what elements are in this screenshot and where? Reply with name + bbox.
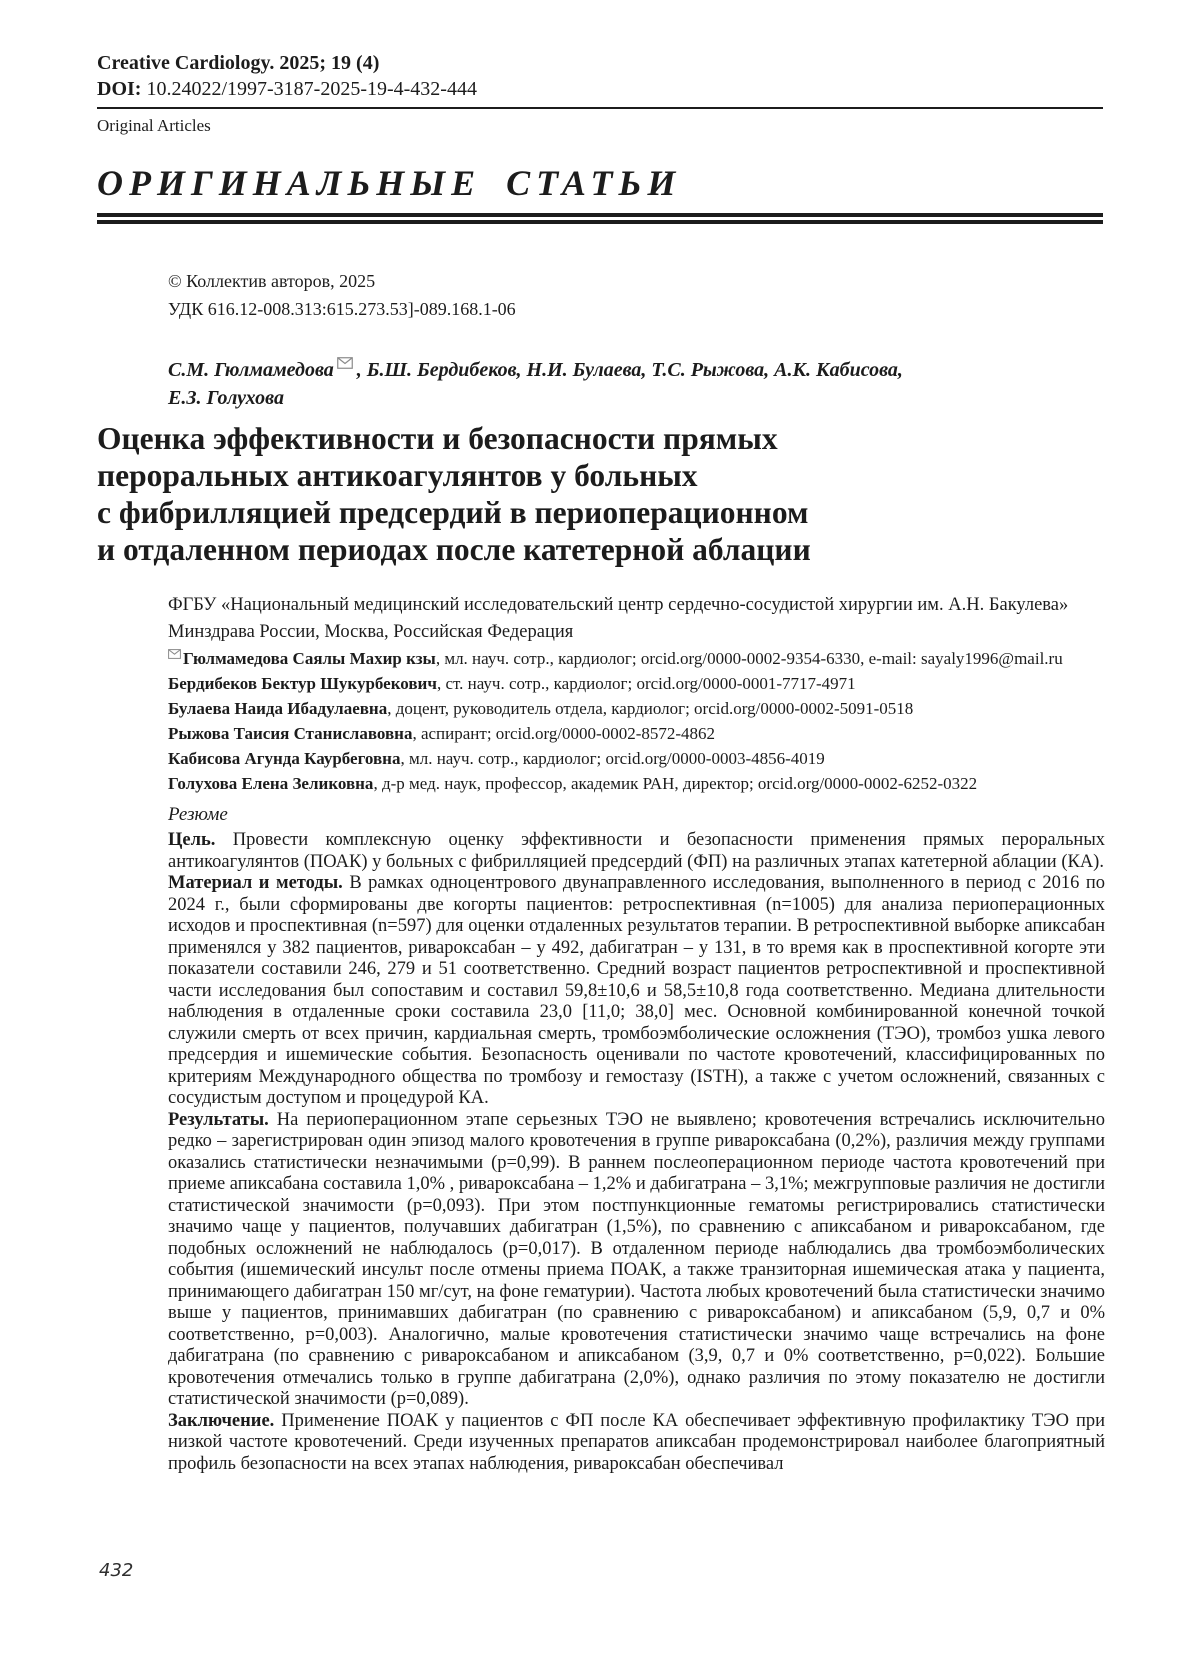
doi-value: 10.24022/1997-3187-2025-19-4-432-444 — [146, 78, 477, 100]
abstract — [168, 830, 1105, 1475]
contributor-line — [168, 721, 1103, 746]
contributor-line — [168, 771, 1103, 796]
affiliation-line: Минздрава России, Москва, Российская Федерация — [168, 622, 574, 642]
authors-byline-line1 — [168, 356, 1103, 384]
authors-rest: , Б.Ш. Бердибеков, Н.И. Булаева, Т.С. Рыжова, А.К. Кабисова, — [356, 359, 903, 381]
contributor-line — [168, 696, 1103, 721]
abstract-paragraph-methods — [168, 873, 1105, 1110]
mail-icon — [337, 357, 353, 369]
article-title-line: с фибрилляцией предсердий в периоперационном — [97, 495, 809, 530]
contributor-details: , доцент, руководитель отдела, кардиолог; orcid.org/0000-0002-5091-0518 — [387, 699, 914, 718]
section-title-ru: ОРИГИНАЛЬНЫЕ СТАТЬИ — [97, 163, 682, 203]
contributor-details: , мл. науч. сотр., кардиолог; orcid.org/0000-0002-9354-6330, e-mail: sayaly1996@mail.ru — [435, 649, 1063, 668]
affiliation — [168, 592, 1103, 646]
contributor-name: Кабисова Агунда Каурбеговна — [168, 749, 401, 768]
contributor-name: Рыжова Таисия Станиславовна — [168, 724, 413, 743]
contributors-list — [168, 646, 1103, 796]
contributor-line — [168, 671, 1103, 696]
abstract-lead: Заключение. — [168, 1410, 275, 1431]
article-title-line: и отдаленном периодах после катетерной аблации — [97, 532, 811, 567]
abstract-paragraph-results — [168, 1110, 1105, 1411]
contributor-name: Гюлмамедова Саялы Махир кзы — [183, 649, 436, 668]
contributor-name: Бердибеков Бектур Шукурбекович — [168, 674, 437, 693]
authors-byline-line2: Е.З. Голухова — [168, 387, 284, 409]
abstract-text: Применение ПОАК у пациентов с ФП после КА обеспечивает эффективную профилактику ТЭО при низкой частоте кровотечений. Среди изученных препаратов апиксабан продемонстрировал наиболее благоприятный профиль безопасности на всех этапах наблюдения, ривароксабан обеспечивал — [168, 1410, 1106, 1474]
copyright-line: © Коллектив авторов, 2025 — [168, 271, 376, 291]
udc-line: УДК 616.12-008.313:615.273.53]-089.168.1-06 — [168, 299, 516, 319]
authors-byline — [168, 356, 1103, 412]
contributor-name: Булаева Наида Ибадулаевна — [168, 699, 388, 718]
article-title — [97, 420, 1103, 568]
abstract-heading: Резюме — [168, 804, 228, 825]
contributor-line — [168, 746, 1103, 771]
affiliation-line: ФГБУ «Национальный медицинский исследовательский центр сердечно-сосудистой хирургии им. А.Н. Бакулева» — [168, 595, 1069, 615]
abstract-text: Провести комплексную оценку эффективности и безопасности применения прямых пероральных антикоагулянтов (ПОАК) у больных с фибрилляцией предсердий (ФП) на различных этапах катетерной аблации (КА). — [168, 830, 1106, 872]
masthead-divider — [97, 107, 1103, 109]
section-label-en: Original Articles — [97, 116, 211, 135]
abstract-lead: Цель. — [168, 830, 216, 850]
abstract-text: На периоперационном этапе серьезных ТЭО не выявлено; кровотечения встречались исключительно редко – зарегистрирован один эпизод малого кровотечения в группе ривароксабана (0,2%), различия между группами оказались статистически незначимыми (p=0,99). В раннем послеоперационном периоде частота кровотечений при приеме апиксабана составила 1,0% , ривароксабана – 1,2% и дабигатрана – 3,1%; межгрупповые различия не достигли статистической значимости (p=0,093). При этом постпункционные гематомы регистрировались статистически значимо чаще у пациентов, получавших дабигатран (1,5%), по сравнению с апиксабаном и ривароксабаном, где подобных осложнений не наблюдалось (p=0,017). В отдаленном периоде наблюдались два тромбоэмболических события (ишемический инсульт после отмены приема ПОАК, а также транзиторная ишемическая атака у пациента, принимающего дабигатран 150 мг/сут, на фоне гематурии). Частота любых кровотечений была статистически значимо выше у пациентов, принимавших дабигатран (по сравнению с ривароксабаном) и апиксабаном (5,9, 0,7 и 0% соответственно, p=0,003). Аналогично, малые кровотечения статистически значимо чаще встречались на фоне дабигатрана (по сравнению с ривароксабаном и апиксабаном (3,9, 0,7 и 0% соответственно, p=0,022). Большие кровотечения отмечались только в группе дабигатрана (2,0%), однако различия по этому показателю не достигли статистической значимости (p=0,089). — [168, 1109, 1105, 1409]
article-title-line: Оценка эффективности и безопасности прямых — [97, 421, 778, 456]
article-meta — [168, 267, 1103, 323]
doi-line — [97, 76, 1103, 102]
abstract-paragraph-conclusion — [168, 1411, 1105, 1476]
contributor-details: , аспирант; orcid.org/0000-0002-8572-4862 — [412, 724, 716, 743]
article-title-line: пероральных антикоагулянтов у больных — [97, 458, 698, 493]
journal-citation: Creative Cardiology. 2025; 19 (4) — [97, 52, 380, 74]
abstract-text: В рамках одноцентрового двунаправленного исследования, выполненного в период с 2016 по 2024 г., были сформированы две когорты пациентов: ретроспективная (n=1005) для анализа периоперационных исходов и проспективная (n=597) для оценки отдаленных результатов терапии. В ретроспективной выборке апиксабан применялся у 382 пациентов, ривароксабан – у 492, дабигатран – у 131, в то время как в проспективной когорте эти показатели составили 246, 279 и 51 соответственно. Средний возраст пациентов ретроспективной и проспективной части исследования был сопоставим и составил 59,8±10,6 и 58,5±10,8 года соответственно. Медиана длительности наблюдения в отдаленные сроки составила 23,0 [11,0; 38,0] мес. Основной комбинированной конечной точкой служили смерть от всех причин, кардиальная смерть, тромбоэмболические осложнения (ТЭО), тромбоз ушка левого предсердия и ишемические события. Безопасность оценивали по частоте кровотечений, классифицированных по критериям Международного общества по тромбозу и гемостазу (ISTH), а также с учетом осложнений, связанных с сосудистым доступом и процедурой КА. — [168, 873, 1106, 1108]
abstract-paragraph-aim — [168, 830, 1105, 873]
mail-icon — [168, 649, 181, 659]
section-divider — [97, 213, 1103, 224]
contributor-line — [168, 646, 1103, 671]
corresponding-author-name: С.М. Гюлмамедова — [168, 359, 334, 381]
contributor-details: , мл. науч. сотр., кардиолог; orcid.org/0000-0003-4856-4019 — [400, 749, 825, 768]
contributor-details: , д-р мед. наук, профессор, академик РАН, директор; orcid.org/0000-0002-6252-0322 — [373, 774, 978, 793]
masthead — [97, 50, 1103, 224]
abstract-lead: Результаты. — [168, 1109, 269, 1130]
doi-label: DOI: — [97, 78, 142, 100]
abstract-lead: Материал и методы. — [168, 873, 343, 893]
page-number: 432 — [99, 1560, 134, 1581]
contributor-details: , ст. науч. сотр., кардиолог; orcid.org/0000-0001-7717-4971 — [436, 674, 856, 693]
contributor-name: Голухова Елена Зеликовна — [168, 774, 374, 793]
